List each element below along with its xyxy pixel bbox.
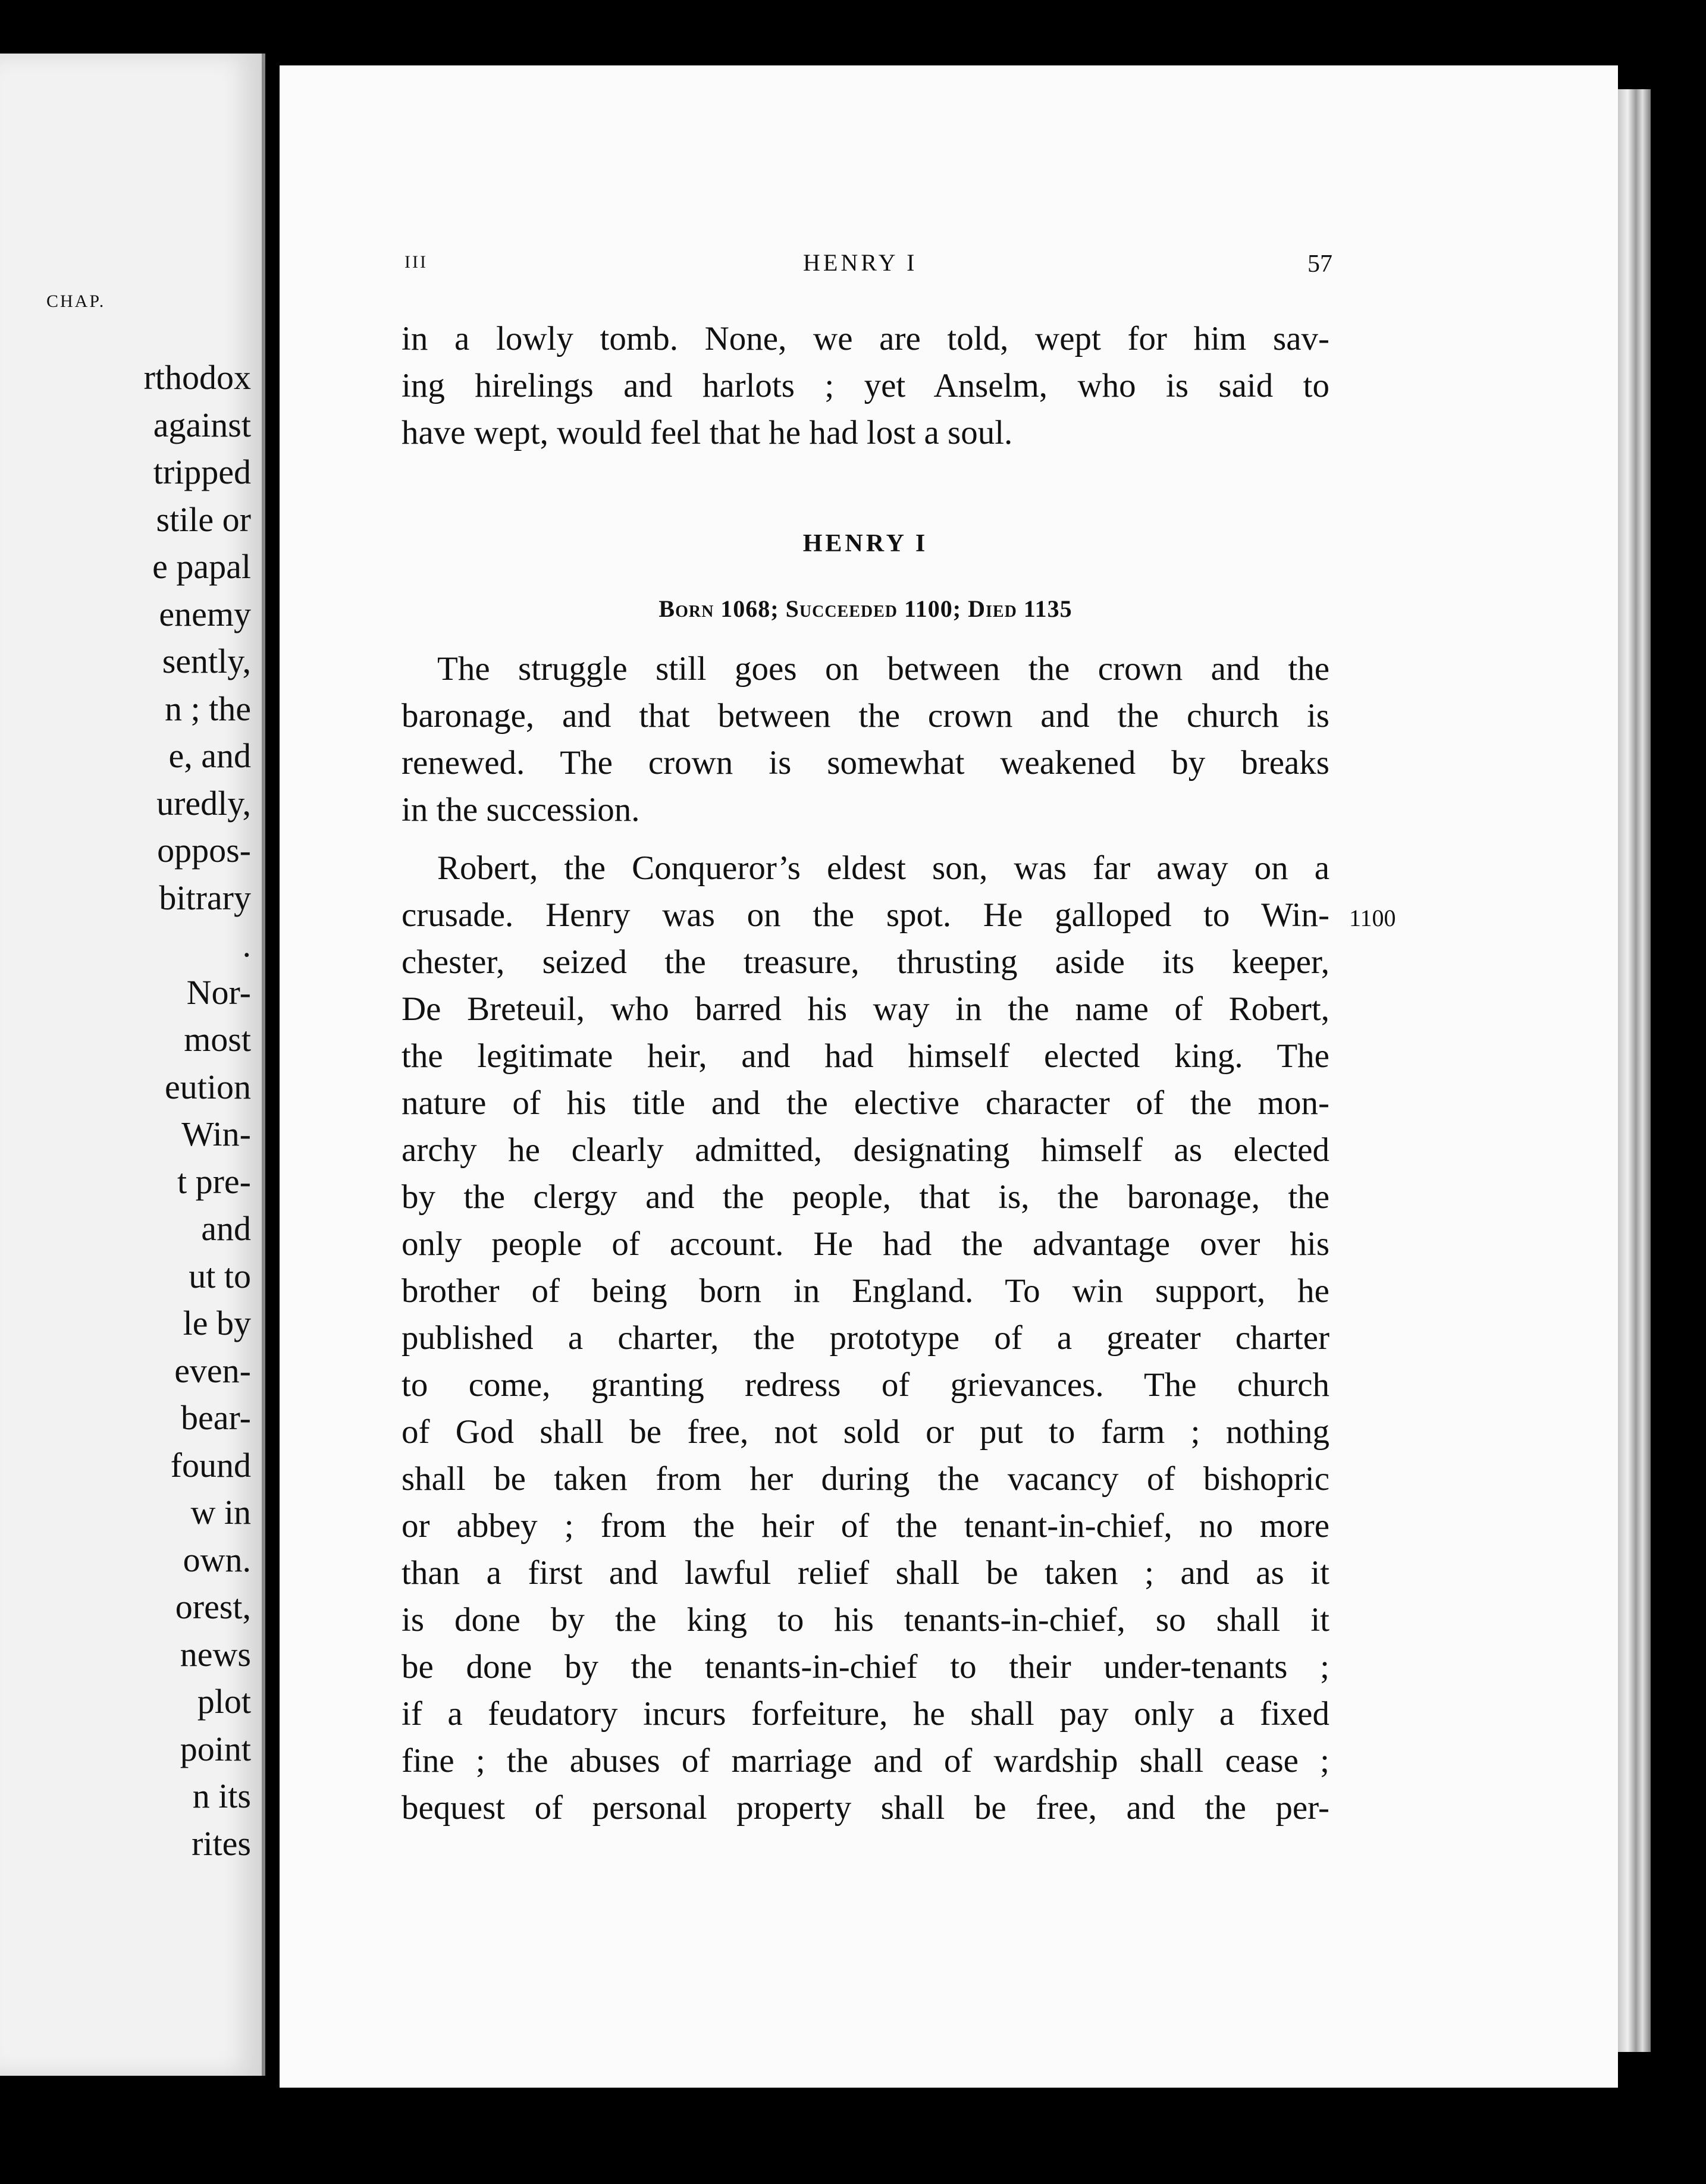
previous-page-line: bitrary [159, 878, 251, 917]
text-line: archy he clearly admitted, designating himself as elected [402, 1131, 1329, 1169]
previous-page-chapter-label: CHAP. [46, 291, 106, 311]
text-line: in the succession. [402, 791, 640, 829]
previous-page-line: rthodox [143, 358, 251, 397]
text-line: published a charter, the prototype of a greater charter [402, 1319, 1329, 1357]
previous-page-line: enemy [159, 594, 251, 633]
previous-page-line: . [242, 925, 251, 964]
text-line: baronage, and that between the crown and the church is [402, 697, 1329, 735]
previous-page [0, 54, 265, 2076]
text-line: De Breteuil, who barred his way in the name of Robert, [402, 990, 1329, 1028]
text-line: fine ; the abuses of marriage and of wardship shall cease ; [402, 1742, 1329, 1780]
previous-page-line: even- [174, 1351, 251, 1390]
text-line: chester, seized the treasure, thrusting aside its keeper, [402, 943, 1329, 981]
previous-page-line: and [201, 1209, 251, 1248]
previous-page-line: e papal [152, 547, 251, 586]
text-line: be done by the tenants-in-chief to their under-tenants ; [402, 1648, 1329, 1686]
previous-page-line: Win- [181, 1115, 251, 1153]
text-line: ing hirelings and harlots ; yet Anselm, who is said to [402, 367, 1329, 404]
previous-page-line: n its [192, 1777, 251, 1815]
text-line: the legitimate heir, and had himself elected king. The [402, 1037, 1329, 1075]
running-head [404, 249, 1332, 284]
text-line: to come, granting redress of grievances. The church [402, 1366, 1329, 1404]
previous-page-line: Nor- [186, 972, 251, 1012]
page-number: 57 [1307, 250, 1332, 278]
previous-page-line: oppos- [157, 831, 251, 870]
text-line: only people of account. He had the advantage over his [402, 1225, 1329, 1263]
previous-page-line: le by [183, 1304, 251, 1342]
previous-page-line: news [180, 1634, 251, 1674]
previous-page-line: e, and [168, 736, 251, 775]
text-line: or abbey ; from the heir of the tenant-in-chief, no more [402, 1507, 1329, 1545]
text-line: in a lowly tomb. None, we are told, wept for him sav- [402, 320, 1329, 357]
previous-page-line: rites [192, 1824, 251, 1863]
text-line: renewed. The crown is somewhat weakened by breaks [402, 744, 1329, 782]
previous-page-line: against [153, 405, 251, 444]
text-line: shall be taken from her during the vacancy of bishopric [402, 1460, 1329, 1498]
text-line: by the clergy and the people, that is, the baronage, the [402, 1178, 1329, 1216]
previous-page-line: sently, [162, 642, 251, 680]
previous-page-line: bear- [181, 1398, 251, 1437]
previous-page-line: n ; the [165, 689, 251, 728]
previous-page-line: most [184, 1020, 251, 1059]
section-title: HENRY I [802, 530, 929, 557]
page-edge [1618, 89, 1651, 2052]
text-line: brother of being born in England. To win support, he [402, 1272, 1329, 1310]
text-line: Robert, the Conqueror’s eldest son, was far away on a [437, 849, 1329, 887]
opening-paragraph [402, 315, 1329, 456]
previous-page-line: tripped [153, 453, 251, 491]
previous-page-line: point [180, 1729, 251, 1768]
text-line: than a first and lawful relief shall be taken ; and as it [402, 1554, 1329, 1592]
text-line: The struggle still goes on between the crown and the [437, 650, 1329, 688]
text-line: if a feudatory incurs forfeiture, he shall pay only a fixed [402, 1695, 1329, 1733]
text-line: is done by the king to his tenants-in-chief, so shall it [402, 1601, 1329, 1639]
text-line: bequest of personal property shall be free, and the per- [402, 1789, 1329, 1827]
paragraph-1 [402, 645, 1329, 833]
previous-page-line: own. [183, 1540, 251, 1579]
previous-page-line: uredly, [156, 783, 251, 823]
paragraph-2 [402, 845, 1329, 1831]
running-head-title: HENRY I [803, 249, 918, 276]
previous-page-line: stile or [156, 500, 251, 539]
section-subtitle: Born 1068; Succeeded 1100; Died 1135 [658, 595, 1072, 622]
text-line: nature of his title and the elective character of the mon- [402, 1084, 1329, 1122]
previous-page-line: eution [165, 1067, 251, 1106]
text-line: of God shall be free, not sold or put to farm ; nothing [402, 1413, 1329, 1451]
previous-page-line: t pre- [177, 1162, 251, 1201]
previous-page-line: ut to [189, 1256, 251, 1295]
previous-page-line: orest, [175, 1587, 251, 1626]
margin-note-year: 1100 [1349, 905, 1396, 931]
text-line: have wept, would feel that he had lost a soul. [402, 414, 1013, 451]
previous-page-line: plot [197, 1682, 251, 1721]
previous-page-text [0, 354, 251, 1867]
previous-page-line: found [170, 1445, 251, 1485]
text-line: crusade. Henry was on the spot. He galloped to Win- [402, 896, 1329, 934]
previous-page-line: w in [190, 1493, 251, 1532]
running-head-chapter: III [404, 252, 428, 272]
